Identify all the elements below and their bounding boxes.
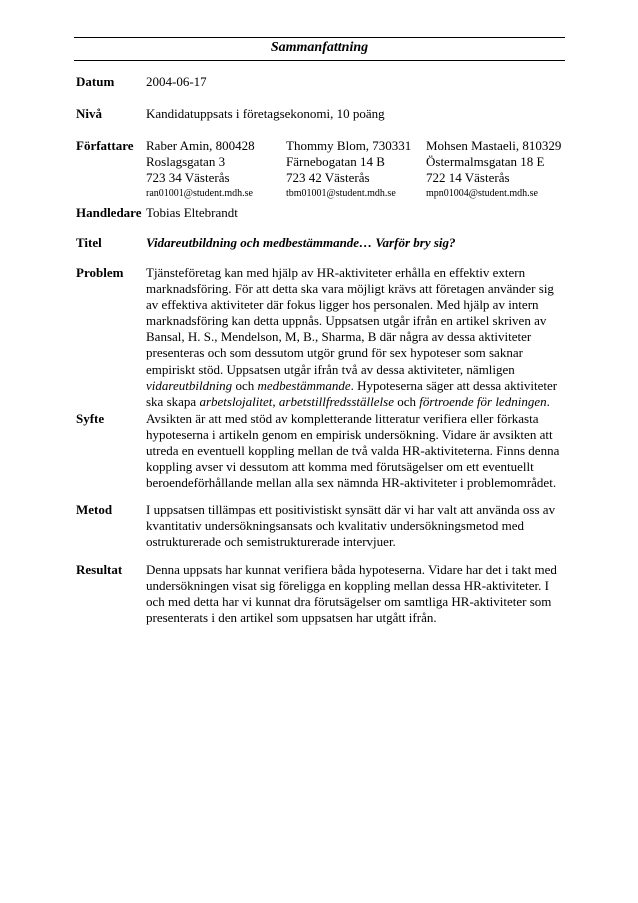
problem-line: Bansal, H. S., Mendelson, M, B., Sharma, B där några av dessa aktiviteter [146,329,532,345]
author-street: Färnebogatan 14 B [286,154,385,169]
niva-label: Nivå [76,106,102,121]
text-segment: ska skapa [146,393,200,409]
niva-value: Kandidatuppsats i företagsekonomi, 10 poäng [146,106,385,121]
author-3 [426,138,561,202]
resultat-line: och med detta har vi kunnat dra förutsägelser om samtliga HR-aktiviteter som [146,594,552,610]
resultat-line: Denna uppsats har kunnat verifiera båda hypoteserna. Vidare har det i takt med [146,562,557,577]
problem-text [146,265,626,410]
author-email: tbm01001@student.mdh.se [286,188,396,199]
page-title: Sammanfattning [270,40,369,55]
author-email: mpn01004@student.mdh.se [426,188,538,199]
text-segment: , [272,393,279,409]
author-street: Östermalmsgatan 18 E [426,154,545,169]
syfte-line: utreda en eventuell koppling mellan de två valda HR-aktiviteterna. Finns denna [146,443,560,459]
problem-line: Tjänsteföretag kan med hjälp av HR-aktiviteter erhålla en effektiv extern [146,265,526,280]
problem-line: marknadsföring kan detta uppnås. Uppsatsen utgår ifrån en artikel skriven av [146,313,547,329]
problem-line: presenteras och som dessutom utgör grund för sex hypoteser som saknar [146,345,523,361]
problem-line: marknadsföring. För att detta ska vara möjligt krävs att företagen använder sig [146,281,554,297]
problem-label: Problem [76,265,124,280]
term-fortroende: förtroende för ledningen [419,393,547,409]
author-1 [146,138,255,202]
text-segment: och [393,393,420,409]
author-name: Mohsen Mastaeli, 810329 [426,138,562,153]
header-rule-box [74,37,565,61]
author-name: Raber Amin, 800428 [146,138,255,153]
author-city: 723 42 Västerås [286,170,370,185]
resultat-line: presenterats i den artikel som uppsatsen har utgått ifrån. [146,610,437,626]
term-medbestammande: medbestämmande [257,377,351,393]
author-2 [286,138,411,202]
handledare-label: Handledare [76,205,142,220]
syfte-line: koppling avser vi dessutom att komma med förutsägelser om ett eventuellt [146,459,534,475]
author-city: 722 14 Västerås [426,170,510,185]
metod-label: Metod [76,502,113,517]
resultat-text [146,562,626,626]
forfattare-label: Författare [76,138,134,153]
problem-line-9 [146,394,626,410]
term-arbetstillfredsstallelse: arbetstillfredsställelse [278,393,394,409]
metod-text [146,502,626,550]
resultat-label: Resultat [76,562,123,577]
author-street: Roslagsgatan 3 [146,154,226,169]
metod-line: kvantitativ undersökningsansats och kvalitativ undersökningsmetod med [146,518,525,534]
resultat-line: undersökningen visat sig föreligga en koppling mellan dessa HR-aktiviteter. I [146,578,549,594]
syfte-line: hypoteserna i artikeln genom en empirisk undersökning. Vidare är avsikten att [146,427,553,443]
term-vidareutbildning: vidareutbildning [146,377,233,393]
author-name: Thommy Blom, 730331 [286,138,412,153]
titel-value: Vidareutbildning och medbestämmande… Varför bry sig? [146,235,456,250]
syfte-text [146,411,626,491]
syfte-line: beroendeförhållande mellan alla sex nämnda HR-aktiviteter i problemområdet. [146,475,557,491]
text-segment: . Hypoteserna säger att dessa aktiviteter [350,377,558,393]
forfattare-row [76,138,566,199]
handledare-value: Tobias Eltebrandt [146,205,238,220]
term-arbetslojalitet: arbetslojalitet [199,393,273,409]
problem-line-8 [146,378,626,394]
syfte-label: Syfte [76,411,105,426]
problem-line: empiriskt stöd. Uppsatsen utgår ifrån två av dessa aktiviteter, nämligen [146,361,515,377]
metod-line: ostrukturerade och semistrukturerade intervjuer. [146,534,396,550]
metod-line: I uppsatsen tillämpas ett positivistiskt synsätt där vi har valt att använda oss av [146,502,556,517]
datum-value: 2004-06-17 [146,74,207,89]
datum-label: Datum [76,74,115,89]
text-segment: och [232,377,258,393]
author-email: ran01001@student.mdh.se [146,188,253,199]
text-segment: . [546,393,550,409]
author-city: 723 34 Västerås [146,170,230,185]
syfte-line: Avsikten är att med stöd av kompletterande litteratur verifiera eller förkasta [146,411,539,426]
titel-label: Titel [76,235,102,250]
problem-line: av effektiva aktiviteter där fokus ligger hos personalen. Med hjälp av intern [146,297,539,313]
